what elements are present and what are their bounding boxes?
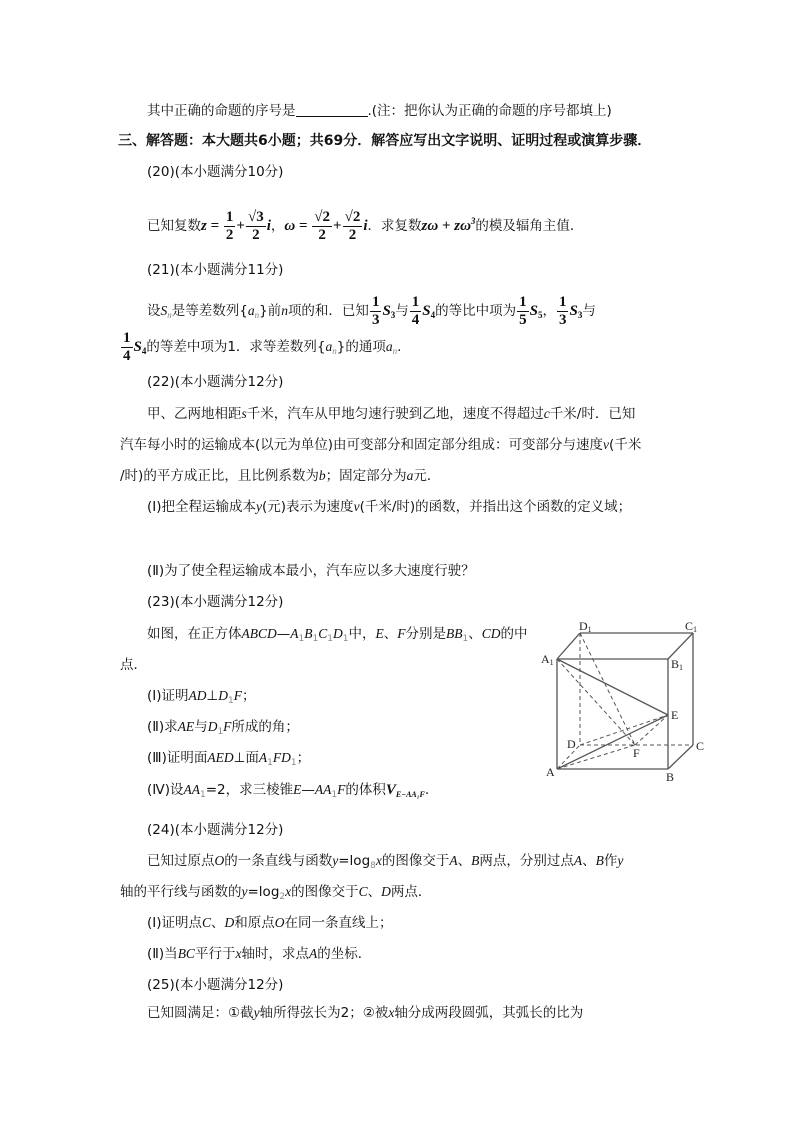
label-D1: D1 — [579, 619, 592, 634]
q24-part2: (Ⅱ)当BC平行于x轴时，求点A的坐标． — [147, 946, 372, 962]
q22-part2: (Ⅱ)为了使全程运输成本最小，汽车应以多大速度行驶？ — [147, 563, 475, 579]
q21-body-line1: 设$S_n$是等差数列$\{a_n\}$前n项的和．已知 $\frac{1}{3}$ $S_3$与 $\frac{1}{4}$ $S_4$的等比中项为 $\frac{1}{5}$ $S_5$， $\frac{1}{3}$ $S_3$与 — [147, 293, 596, 328]
answer-blank[interactable] — [296, 102, 368, 117]
q22-body-line1: 甲、乙两地相距s千米，汽车从甲地匀速行驶到乙地，速度不得超过c千米/时．已知 — [147, 406, 636, 422]
label-A1: A1 — [541, 652, 554, 667]
q24-header: (24)(本小题满分12分) — [147, 822, 284, 838]
q20-header: (20)(本小题满分10分) — [147, 164, 284, 180]
q23-part1: (Ⅰ)证明$AD\perp D_1F$； — [147, 688, 256, 706]
label-C1: C1 — [685, 619, 698, 634]
q23-header: (23)(本小题满分12分) — [147, 594, 284, 610]
q25-body-line1: 已知圆满足：①截y轴所得弦长为2；②被x轴分成两段圆弧，其弧长的比为 — [147, 1005, 584, 1021]
q23-part3: (Ⅲ)证明面AED⊥面$A_1FD_1$； — [147, 750, 311, 768]
q21-body-line2: $\frac{1}{4}$ $S_4$的等差中项为1．求等差数列$\{a_n\}$的通项$a_n$. — [123, 329, 402, 364]
q22-body-line3: /时)的平方成正比，且比例系数为b；固定部分为a元． — [120, 468, 441, 484]
label-F: F — [633, 746, 640, 760]
label-C: C — [696, 739, 705, 753]
q24-body-line2: 轴的平行线与函数的$y=\log_2x$的图像交于C、D两点． — [120, 884, 432, 902]
label-D: D — [567, 737, 576, 751]
q22-body-line2: 汽车每小时的运输成本(以元为单位)由可变部分和固定部分组成：可变部分与速度v(千米 — [120, 437, 642, 453]
fill-in-note: .(注：把你认为正确的命题的序号都填上) — [367, 103, 612, 119]
q25-header: (25)(本小题满分12分) — [147, 977, 284, 993]
q24-body-line1: 已知过原点O的一条直线与函数$y=\log_8x$的图像交于A、B两点，分别过点A、B作y — [147, 853, 624, 871]
q23-part4: (Ⅳ)设$AA_1=2$，求三棱锥$E—AA_1F$的体积$V_{E-AA_1F}$． — [147, 782, 439, 800]
label-B: B — [666, 770, 675, 784]
label-A: A — [546, 765, 555, 779]
section-heading: 三、解答题：本大题共6小题；共69分．解答应写出文字说明、证明过程或演算步骤． — [118, 133, 652, 149]
q22-part1: (Ⅰ)把全程运输成本y(元)表示为速度v(千米/时)的函数，并指出这个函数的定义域； — [147, 499, 632, 515]
fill-in-line — [147, 101, 612, 121]
label-B1: B1 — [671, 657, 684, 672]
fraction: $\frac{1}{2}$ — [225, 208, 234, 243]
q23-body-line2: 点． — [120, 657, 147, 673]
q21-header: (21)(本小题满分11分) — [147, 262, 284, 278]
q23-part2: (Ⅱ)求AE与$D_1F$所成的角； — [147, 719, 299, 737]
fraction: $\frac{√3}{2}$ — [247, 208, 264, 243]
cube-figure — [530, 600, 730, 800]
fraction: $\frac{√2}{2}$ — [344, 208, 361, 243]
label-E: E — [671, 708, 679, 722]
q20-body: 已知复数z = $\frac{1}{2}$ + $\frac{√3}{2}$ i，ω = $\frac{√2}{2}$ + $\frac{√2}{2}$ i．求复数$z\omega + z\omega^3$的模及辐角主值． — [147, 208, 584, 243]
q22-header: (22)(本小题满分12分) — [147, 374, 284, 390]
fraction: $\frac{√2}{2}$ — [314, 208, 331, 243]
q24-part1: (Ⅰ)证明点C、D和原点O在同一条直线上； — [147, 915, 393, 931]
fill-in-prefix: 其中正确的命题的序号是 — [147, 103, 296, 119]
q23-body-line1: 如图，在正方体$ABCD—A_1B_1C_1D_1$中，E、F分别是$BB_1$、CD的中 — [147, 626, 528, 644]
